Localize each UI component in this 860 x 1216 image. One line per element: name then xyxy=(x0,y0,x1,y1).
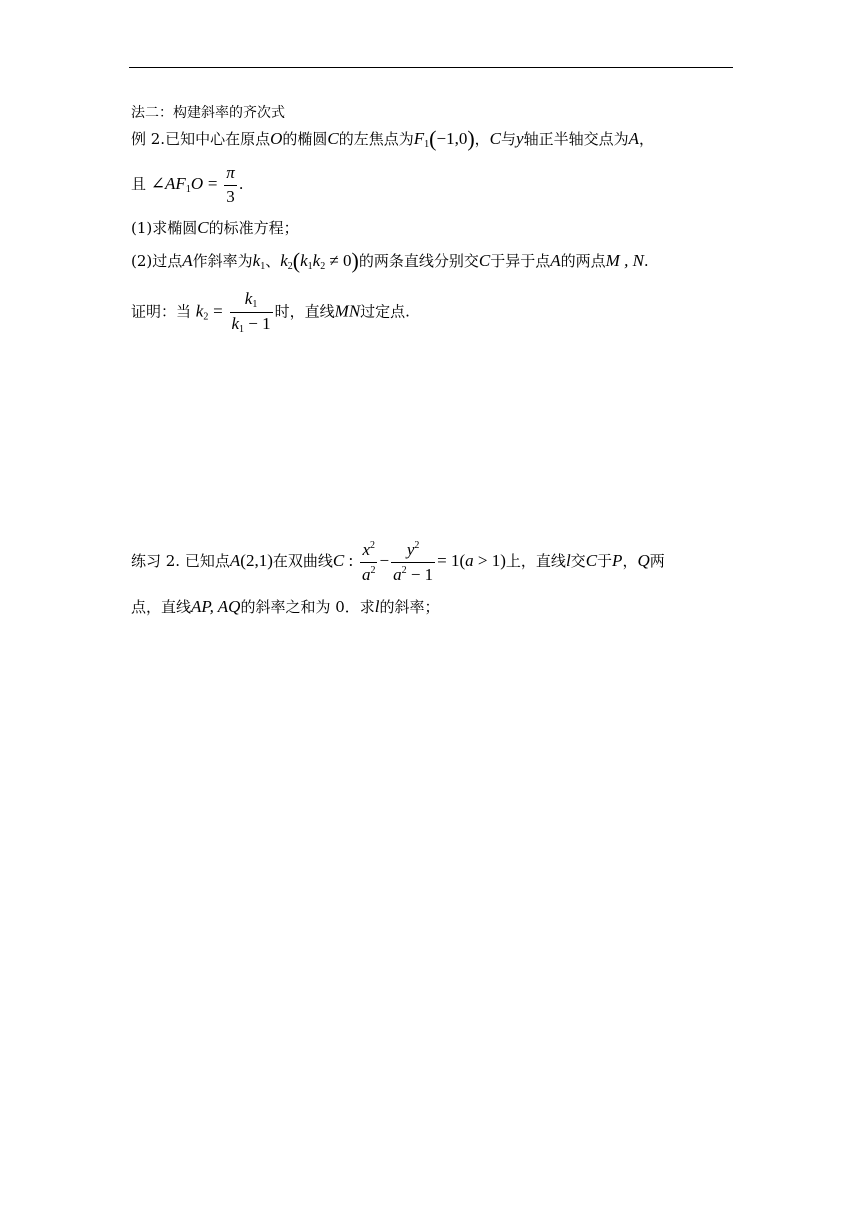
section-title: 法二：构建斜率的齐次式 xyxy=(131,105,285,121)
part-1: (1)求椭圆C的标准方程； xyxy=(131,218,299,237)
exercise-2-line-2: 点，直线AP, AQ的斜率之和为 0．求l的斜率； xyxy=(131,597,440,616)
example-2-line-2: 且 $\angle AF_1O$ = $\frac{\pi}{3}$ . xyxy=(131,163,244,206)
proof-statement: 证明：当 $k_2$ = $\frac{k_1}{k_1 - 1}$ 时，直线MN过定点. xyxy=(131,289,410,335)
x2-over-a2-fraction: $\frac{x^2}{a^2}$ xyxy=(361,540,376,584)
k1-over-k1-minus-1-fraction: $\frac{k_1}{k_1 - 1}$ xyxy=(231,289,271,335)
example-2-line-1: 例 2.已知中心在原点O的椭圆C的左焦点为$F_1(-1,0)$，C与y轴正半轴交点为A， xyxy=(131,126,654,151)
exercise-2-line-1: 练习 2. 已知点A(2,1)在双曲线C : $\frac{x^2}{a^2}$ − $\frac{y^2}{a^2 - 1}$ = 1(a > 1)上，直线l交C于P，Q两 xyxy=(131,540,665,584)
header-rule xyxy=(129,67,733,68)
y2-over-a2-minus-1-fraction: $\frac{y^2}{a^2 - 1}$ xyxy=(393,540,434,584)
part-2: (2)过点A作斜率为$k_1$、$k_2(k_1k_2 \ne 0)$的两条直线分别交C于异于点A的两点M , N. xyxy=(131,248,649,273)
example-label: 例 2. xyxy=(131,130,166,148)
exercise-label: 练习 2. xyxy=(131,552,181,571)
pi-over-3-fraction: $\frac{\pi}{3}$ xyxy=(226,163,235,206)
